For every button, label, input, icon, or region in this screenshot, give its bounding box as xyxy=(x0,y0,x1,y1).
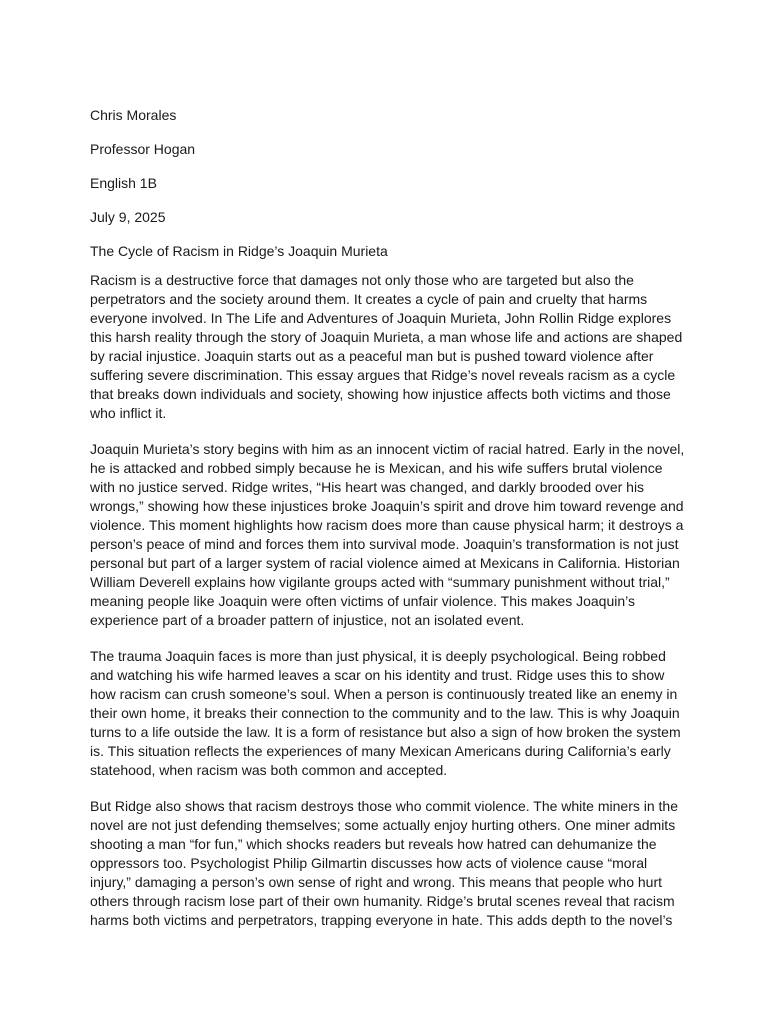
course-name: English 1B xyxy=(90,175,157,191)
paragraph-line: harms both victims and perpetrators, trapping everyone in hate. This adds depth to the novel’s xyxy=(90,912,673,928)
paragraph-line: Joaquin Murieta’s story begins with him as an innocent victim of racial hatred. Early in the novel, xyxy=(90,441,685,457)
paragraph-line: person’s peace of mind and forces them into survival mode. Joaquin’s transformation is not just xyxy=(90,536,679,552)
paragraph-line: and watching his wife harmed leaves a scar on his identity and trust. Ridge uses this to show xyxy=(90,667,665,683)
paragraph xyxy=(90,647,680,780)
paragraph-line: by racial injustice. Joaquin starts out as a peaceful man but is pushed toward violence after xyxy=(90,348,654,364)
essay-paragraphs xyxy=(90,271,685,930)
paragraph-line: personal but part of a larger system of racial violence aimed at Mexicans in California. Historian xyxy=(90,555,680,571)
paragraph xyxy=(90,271,683,423)
paragraph-line: The trauma Joaquin faces is more than just physical, it is deeply psychological. Being robbed xyxy=(90,648,666,664)
paragraph-line: who inflict it. xyxy=(90,405,167,421)
paragraph-line: this harsh reality through the story of Joaquin Murieta, a man whose life and actions are shaped xyxy=(90,329,683,345)
paragraph-line: suffering severe discrimination. This essay argues that Ridge’s novel reveals racism as a cycle xyxy=(90,367,676,383)
paragraph-line: is. This situation reflects the experiences of many Mexican Americans during California’s early xyxy=(90,743,671,759)
paragraph-line: their own home, it breaks their connection to the community and to the law. This is why Joaquin xyxy=(90,705,680,721)
paragraph-line: experience part of a broader pattern of injustice, not an isolated event. xyxy=(90,612,525,628)
paragraph-line: he is attacked and robbed simply because he is Mexican, and his wife suffers brutal violence xyxy=(90,460,663,476)
paragraph-line: But Ridge also shows that racism destroys those who commit violence. The white miners in the xyxy=(90,798,678,814)
paragraph-line: others through racism lose part of their own humanity. Ridge’s brutal scenes reveal that racism xyxy=(90,893,675,909)
paragraph-line: with no justice served. Ridge writes, “His heart was changed, and darkly brooded over his xyxy=(90,479,645,495)
paragraph-line: turns to a life outside the law. It is a form of resistance but also a sign of how broken the system xyxy=(90,724,681,740)
paragraph-line: oppressors too. Psychologist Philip Gilmartin discusses how acts of violence cause “moral xyxy=(90,855,648,871)
paragraph-line: everyone involved. In The Life and Adventures of Joaquin Murieta, John Rollin Ridge explores xyxy=(90,310,672,326)
paragraph-line: violence. This moment highlights how racism does more than cause physical harm; it destroys a xyxy=(90,517,684,533)
essay-date: July 9, 2025 xyxy=(90,209,166,225)
professor-name: Professor Hogan xyxy=(90,141,196,157)
student-name: Chris Morales xyxy=(90,107,177,123)
paragraph-line: shooting a man “for fun,” which shocks readers but reveals how hatred can dehumanize the xyxy=(90,836,657,852)
paragraph-line: how racism can crush someone’s soul. When a person is continuously treated like an enemy in xyxy=(90,686,678,702)
paragraph-line: perpetrators and the society around them. It creates a cycle of pain and cruelty that harms xyxy=(90,291,648,307)
paragraph-line: that breaks down individuals and society, showing how injustice affects both victims and those xyxy=(90,386,671,402)
essay-body xyxy=(90,106,685,947)
paragraph-line: statehood, when racism was both common and accepted. xyxy=(90,762,448,778)
paragraph-line: injury,” damaging a person’s own sense of right and wrong. This means that people who hurt xyxy=(90,874,662,890)
paragraph xyxy=(90,440,685,630)
paragraph-line: novel are not just defending themselves; some actually enjoy hurting others. One miner admits xyxy=(90,817,676,833)
paragraph-line: Racism is a destructive force that damages not only those who are targeted but also the xyxy=(90,272,634,288)
essay-title: The Cycle of Racism in Ridge’s Joaquin Murieta xyxy=(90,243,388,259)
paragraph-line: meaning people like Joaquin were often victims of unfair violence. This makes Joaquin’s xyxy=(90,593,636,609)
paragraph-line: William Deverell explains how vigilante groups acted with “summary punishment without trial,” xyxy=(90,574,670,590)
paragraph xyxy=(90,797,680,930)
paragraph-line: wrongs,” showing how these injustices broke Joaquin’s spirit and drove him toward revenge and xyxy=(90,498,684,514)
